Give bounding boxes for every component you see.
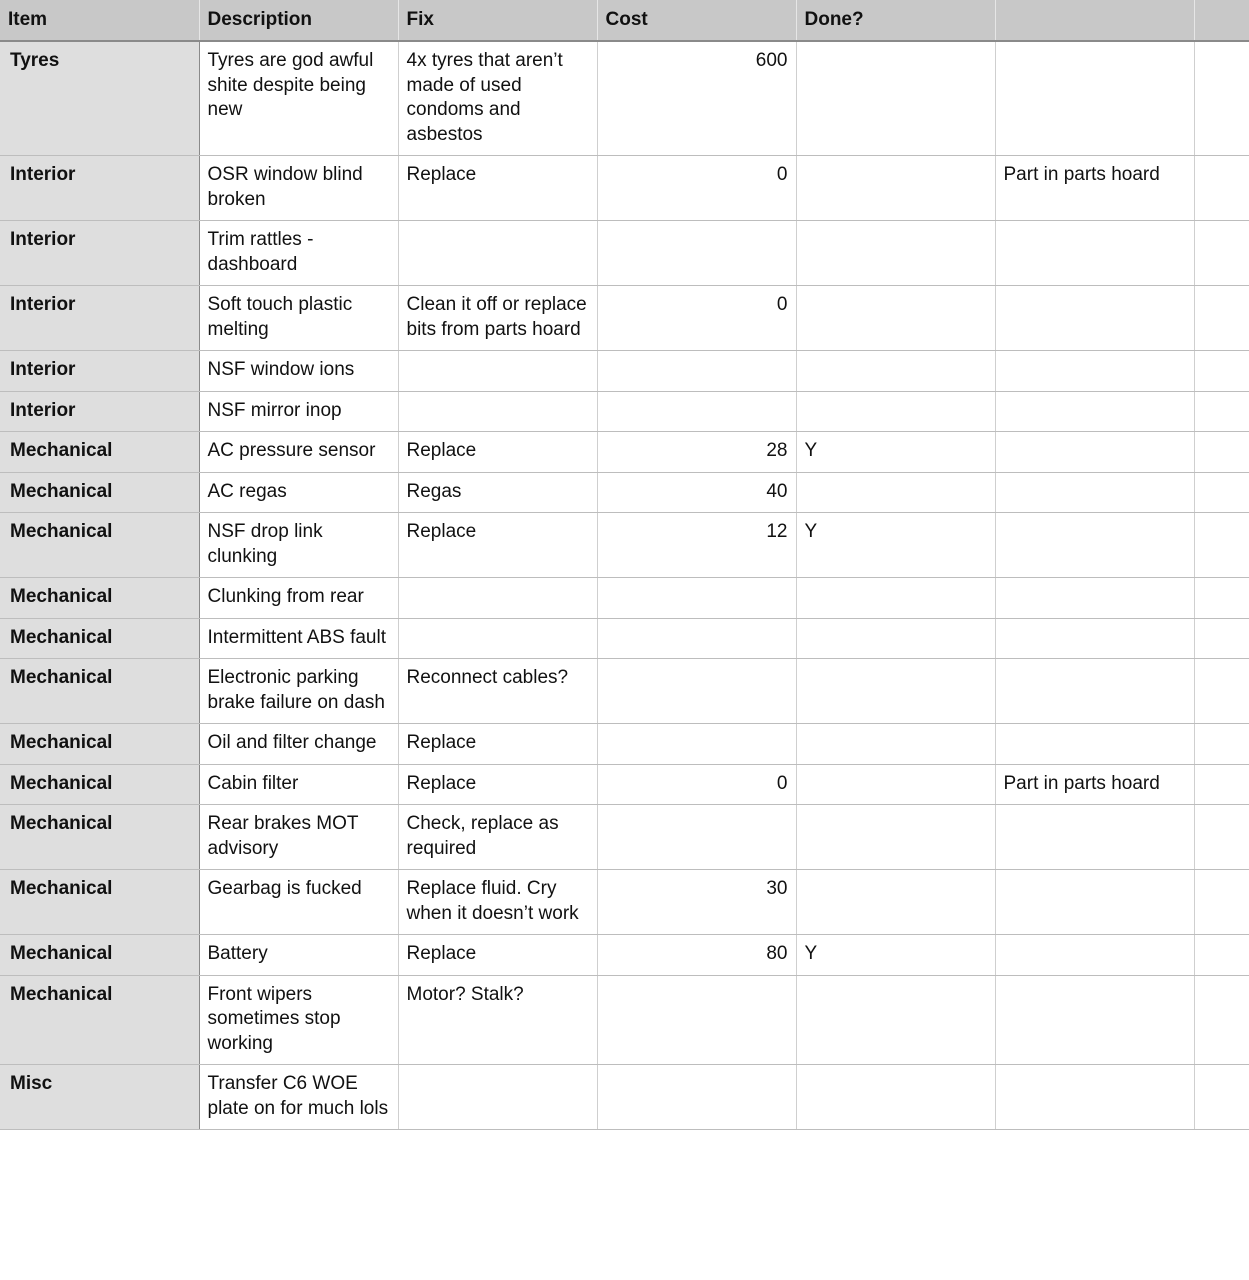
notes-cell[interactable]: [995, 975, 1194, 1065]
extra-cell[interactable]: [1194, 156, 1249, 221]
description-cell[interactable]: Battery: [199, 935, 398, 976]
extra-cell[interactable]: [1194, 805, 1249, 870]
fix-cell[interactable]: Replace: [398, 513, 597, 578]
done-cell[interactable]: [796, 221, 995, 286]
extra-cell[interactable]: [1194, 618, 1249, 659]
fix-cell[interactable]: Replace: [398, 764, 597, 805]
cost-cell[interactable]: 12: [597, 513, 796, 578]
fix-cell[interactable]: [398, 618, 597, 659]
done-cell[interactable]: [796, 351, 995, 392]
table-row: [0, 618, 1249, 659]
extra-cell[interactable]: [1194, 286, 1249, 351]
header-cost[interactable]: Cost: [597, 0, 796, 41]
cost-cell[interactable]: [597, 975, 796, 1065]
cost-cell[interactable]: [597, 1065, 796, 1130]
cost-cell[interactable]: 0: [597, 286, 796, 351]
description-cell[interactable]: Clunking from rear: [199, 578, 398, 619]
item-cell[interactable]: Interior: [0, 391, 199, 432]
done-cell[interactable]: [796, 805, 995, 870]
done-cell[interactable]: [796, 578, 995, 619]
table-row: [0, 391, 1249, 432]
extra-cell[interactable]: [1194, 1065, 1249, 1130]
done-cell[interactable]: [796, 391, 995, 432]
done-cell[interactable]: [796, 764, 995, 805]
description-cell[interactable]: Cabin filter: [199, 764, 398, 805]
item-cell[interactable]: Mechanical: [0, 935, 199, 976]
notes-cell[interactable]: [995, 351, 1194, 392]
fix-cell[interactable]: 4x tyres that aren’t made of used condoms and asbestos: [398, 41, 597, 156]
description-cell[interactable]: Soft touch plastic melting: [199, 286, 398, 351]
notes-cell[interactable]: [995, 286, 1194, 351]
extra-cell[interactable]: [1194, 432, 1249, 473]
notes-cell[interactable]: [995, 724, 1194, 765]
description-cell[interactable]: Electronic parking brake failure on dash: [199, 659, 398, 724]
item-cell[interactable]: Interior: [0, 221, 199, 286]
fix-cell[interactable]: Replace: [398, 935, 597, 976]
item-cell[interactable]: Mechanical: [0, 659, 199, 724]
table-row: [0, 156, 1249, 221]
fix-cell[interactable]: Replace fluid. Cry when it doesn’t work: [398, 870, 597, 935]
description-cell[interactable]: Oil and filter change: [199, 724, 398, 765]
header-extra[interactable]: [1194, 0, 1249, 41]
notes-cell[interactable]: [995, 1065, 1194, 1130]
done-cell[interactable]: [796, 724, 995, 765]
notes-cell[interactable]: [995, 41, 1194, 156]
extra-cell[interactable]: [1194, 351, 1249, 392]
table-row: [0, 41, 1249, 156]
cost-cell[interactable]: [597, 351, 796, 392]
description-cell[interactable]: AC pressure sensor: [199, 432, 398, 473]
item-cell[interactable]: Mechanical: [0, 870, 199, 935]
description-cell[interactable]: Rear brakes MOT advisory: [199, 805, 398, 870]
extra-cell[interactable]: [1194, 764, 1249, 805]
item-cell[interactable]: Interior: [0, 286, 199, 351]
notes-cell[interactable]: [995, 472, 1194, 513]
notes-cell[interactable]: [995, 659, 1194, 724]
description-cell[interactable]: NSF drop link clunking: [199, 513, 398, 578]
cost-cell[interactable]: [597, 618, 796, 659]
table-row: [0, 472, 1249, 513]
notes-cell[interactable]: [995, 618, 1194, 659]
done-cell[interactable]: Y: [796, 935, 995, 976]
item-cell[interactable]: Mechanical: [0, 724, 199, 765]
item-cell[interactable]: Interior: [0, 351, 199, 392]
description-cell[interactable]: NSF mirror inop: [199, 391, 398, 432]
table-row: [0, 513, 1249, 578]
cost-cell[interactable]: [597, 805, 796, 870]
item-cell[interactable]: Mechanical: [0, 618, 199, 659]
table-row: [0, 1065, 1249, 1130]
cost-cell[interactable]: [597, 391, 796, 432]
table-body: [0, 41, 1249, 1130]
fix-cell[interactable]: Replace: [398, 724, 597, 765]
extra-cell[interactable]: [1194, 935, 1249, 976]
done-cell[interactable]: [796, 1065, 995, 1130]
fix-cell[interactable]: Replace: [398, 156, 597, 221]
done-cell[interactable]: [796, 286, 995, 351]
fix-cell[interactable]: Regas: [398, 472, 597, 513]
description-cell[interactable]: Intermittent ABS fault: [199, 618, 398, 659]
extra-cell[interactable]: [1194, 391, 1249, 432]
cost-cell[interactable]: 40: [597, 472, 796, 513]
item-cell[interactable]: Mechanical: [0, 764, 199, 805]
item-cell[interactable]: Mechanical: [0, 432, 199, 473]
notes-cell[interactable]: Part in parts hoard: [995, 764, 1194, 805]
header-description[interactable]: Description: [199, 0, 398, 41]
done-cell[interactable]: Y: [796, 432, 995, 473]
done-cell[interactable]: [796, 618, 995, 659]
notes-cell[interactable]: [995, 221, 1194, 286]
done-cell[interactable]: [796, 472, 995, 513]
table-row: [0, 805, 1249, 870]
fix-cell[interactable]: [398, 391, 597, 432]
extra-cell[interactable]: [1194, 513, 1249, 578]
description-cell[interactable]: Tyres are god awful shite despite being new: [199, 41, 398, 156]
notes-cell[interactable]: [995, 432, 1194, 473]
header-notes[interactable]: [995, 0, 1194, 41]
table-row: [0, 724, 1249, 765]
done-cell[interactable]: [796, 870, 995, 935]
extra-cell[interactable]: [1194, 870, 1249, 935]
cost-cell[interactable]: 30: [597, 870, 796, 935]
done-cell[interactable]: Y: [796, 513, 995, 578]
description-cell[interactable]: NSF window ions: [199, 351, 398, 392]
fix-cell[interactable]: [398, 221, 597, 286]
cost-cell[interactable]: [597, 724, 796, 765]
notes-cell[interactable]: [995, 578, 1194, 619]
header-item[interactable]: Item: [0, 0, 199, 41]
fix-cell[interactable]: [398, 351, 597, 392]
done-cell[interactable]: [796, 156, 995, 221]
description-cell[interactable]: AC regas: [199, 472, 398, 513]
description-cell[interactable]: Trim rattles - dashboard: [199, 221, 398, 286]
extra-cell[interactable]: [1194, 975, 1249, 1065]
header-done[interactable]: Done?: [796, 0, 995, 41]
notes-cell[interactable]: [995, 805, 1194, 870]
item-cell[interactable]: Interior: [0, 156, 199, 221]
done-cell[interactable]: [796, 41, 995, 156]
table-row: [0, 870, 1249, 935]
notes-cell[interactable]: [995, 391, 1194, 432]
notes-cell[interactable]: [995, 935, 1194, 976]
table-row: [0, 659, 1249, 724]
fix-cell[interactable]: Motor? Stalk?: [398, 975, 597, 1065]
item-cell[interactable]: Mechanical: [0, 472, 199, 513]
header-row: [0, 0, 1249, 41]
item-cell[interactable]: Mechanical: [0, 513, 199, 578]
table-row: [0, 351, 1249, 392]
header-fix[interactable]: Fix: [398, 0, 597, 41]
extra-cell[interactable]: [1194, 578, 1249, 619]
extra-cell[interactable]: [1194, 41, 1249, 156]
cost-cell[interactable]: 0: [597, 764, 796, 805]
item-cell[interactable]: Mechanical: [0, 975, 199, 1065]
cost-cell[interactable]: 28: [597, 432, 796, 473]
fix-cell[interactable]: Replace: [398, 432, 597, 473]
table-row: [0, 286, 1249, 351]
fix-cell[interactable]: [398, 1065, 597, 1130]
cost-cell[interactable]: 600: [597, 41, 796, 156]
description-cell[interactable]: Gearbag is fucked: [199, 870, 398, 935]
item-cell[interactable]: Mechanical: [0, 578, 199, 619]
fix-cell[interactable]: [398, 578, 597, 619]
extra-cell[interactable]: [1194, 659, 1249, 724]
description-cell[interactable]: Transfer C6 WOE plate on for much lols: [199, 1065, 398, 1130]
done-cell[interactable]: [796, 659, 995, 724]
description-cell[interactable]: OSR window blind broken: [199, 156, 398, 221]
done-cell[interactable]: [796, 975, 995, 1065]
fix-cell[interactable]: Check, replace as required: [398, 805, 597, 870]
table-row: [0, 975, 1249, 1065]
cost-cell[interactable]: 80: [597, 935, 796, 976]
notes-cell[interactable]: [995, 513, 1194, 578]
table-row: [0, 221, 1249, 286]
notes-cell[interactable]: Part in parts hoard: [995, 156, 1194, 221]
fix-cell[interactable]: Clean it off or replace bits from parts hoard: [398, 286, 597, 351]
extra-cell[interactable]: [1194, 724, 1249, 765]
notes-cell[interactable]: [995, 870, 1194, 935]
cost-cell[interactable]: [597, 659, 796, 724]
cost-cell[interactable]: 0: [597, 156, 796, 221]
item-cell[interactable]: Mechanical: [0, 805, 199, 870]
item-cell[interactable]: Tyres: [0, 41, 199, 156]
table-row: [0, 578, 1249, 619]
description-cell[interactable]: Front wipers sometimes stop working: [199, 975, 398, 1065]
table-row: [0, 432, 1249, 473]
extra-cell[interactable]: [1194, 221, 1249, 286]
extra-cell[interactable]: [1194, 472, 1249, 513]
table-row: [0, 935, 1249, 976]
cost-cell[interactable]: [597, 578, 796, 619]
item-cell[interactable]: Misc: [0, 1065, 199, 1130]
cost-cell[interactable]: [597, 221, 796, 286]
table-row: [0, 764, 1249, 805]
fix-cell[interactable]: Reconnect cables?: [398, 659, 597, 724]
